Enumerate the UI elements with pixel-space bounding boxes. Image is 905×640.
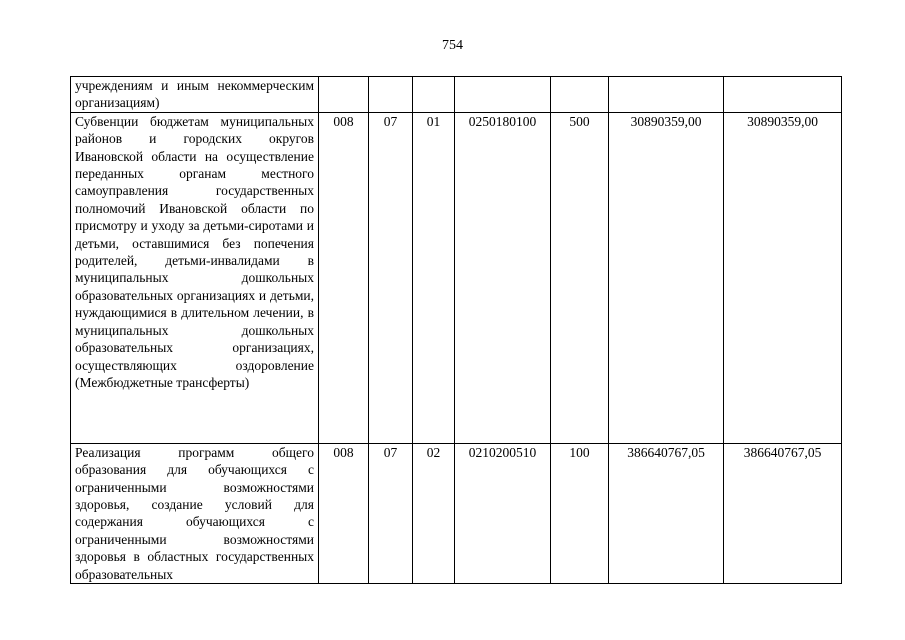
row-target-article: 0250180100 <box>455 112 551 443</box>
row-amount-1: 30890359,00 <box>609 112 724 443</box>
row-target-article: 0210200510 <box>455 443 551 583</box>
row-section-code: 07 <box>369 112 413 443</box>
row-expense-type <box>551 77 609 113</box>
budget-table <box>70 76 842 584</box>
table-row <box>71 443 842 583</box>
row-expense-type: 500 <box>551 112 609 443</box>
row-expense-type: 100 <box>551 443 609 583</box>
row-amount-2: 386640767,05 <box>724 443 842 583</box>
row-amount-2: 30890359,00 <box>724 112 842 443</box>
row-section-code: 07 <box>369 443 413 583</box>
row-description: Реализация программ общего образования для обучающихся с ограниченными возможностями здоровья, создание условий для содержания обучающихся с ограниченными возможностями здоровья в областных государственных образовательных <box>71 443 319 583</box>
row-section-code <box>369 77 413 113</box>
row-description: учреждениям и иным некоммерческим организациям) <box>71 77 319 113</box>
row-target-article <box>455 77 551 113</box>
page-number: 754 <box>442 38 463 53</box>
row-amount-1: 386640767,05 <box>609 443 724 583</box>
row-ministry-code: 008 <box>319 112 369 443</box>
table-row <box>71 112 842 443</box>
row-ministry-code: 008 <box>319 443 369 583</box>
row-amount-1 <box>609 77 724 113</box>
row-subsection-code <box>413 77 455 113</box>
row-subsection-code: 01 <box>413 112 455 443</box>
row-description: Субвенции бюджетам муниципальных районов и городских округов Ивановской области на осуществление переданных органам местного самоуправления государственных полномочий Ивановской области по присмотру и уходу за детьми-сиротами и детьми, оставшимися без попечения родителей, детьми-инвалидами в муниципальных дошкольных образовательных организациях и детьми, нуждающимися в длительном лечении, в муниципальных дошкольных образовательных организациях, осуществляющих оздоровление (Межбюджетные трансферты) <box>71 112 319 443</box>
row-amount-2 <box>724 77 842 113</box>
table-row <box>71 77 842 113</box>
row-ministry-code <box>319 77 369 113</box>
row-subsection-code: 02 <box>413 443 455 583</box>
